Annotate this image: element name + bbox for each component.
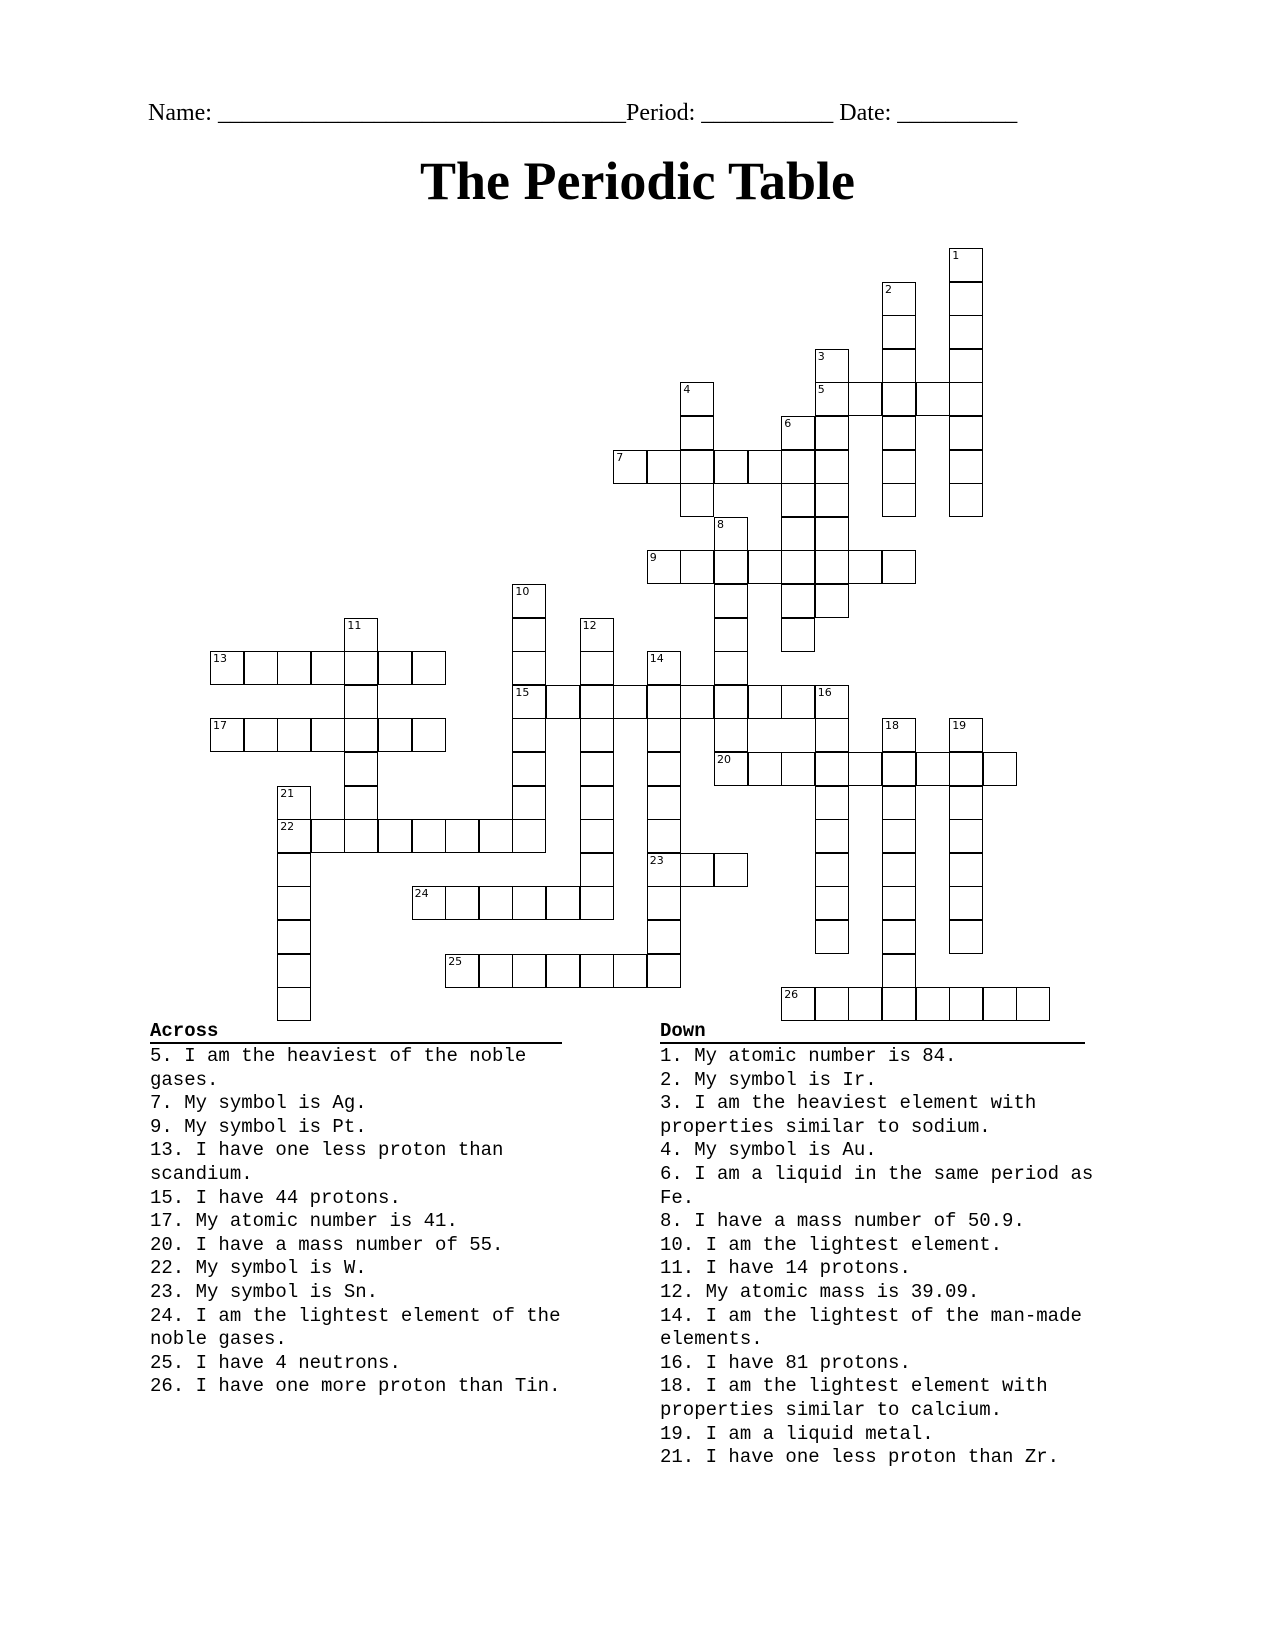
crossword-cell[interactable] bbox=[882, 416, 916, 450]
crossword-cell[interactable] bbox=[983, 752, 1017, 786]
crossword-cell[interactable] bbox=[512, 584, 546, 618]
crossword-cell[interactable] bbox=[983, 987, 1017, 1021]
crossword-cell[interactable] bbox=[714, 752, 748, 786]
crossword-cell[interactable] bbox=[445, 886, 479, 920]
crossword-cell[interactable] bbox=[748, 685, 782, 719]
across-clues bbox=[150, 1020, 570, 1399]
crossword-cell[interactable] bbox=[882, 550, 916, 584]
crossword-cell[interactable] bbox=[815, 685, 849, 719]
crossword-cell[interactable] bbox=[815, 819, 849, 853]
crossword-cell[interactable] bbox=[949, 483, 983, 517]
crossword-cell[interactable] bbox=[815, 349, 849, 383]
down-clue: 10. I am the lightest element. bbox=[660, 1233, 1003, 1256]
crossword-cell[interactable] bbox=[512, 886, 546, 920]
clue-number: 14 bbox=[649, 652, 664, 666]
crossword-cell[interactable] bbox=[882, 987, 916, 1021]
down-clue: 18. I am the lightest element with properties similar to calcium. bbox=[660, 1375, 1048, 1421]
crossword-cell[interactable] bbox=[949, 248, 983, 282]
clue-number: 21 bbox=[280, 786, 295, 800]
clue-number: 17 bbox=[213, 719, 227, 733]
crossword-cell[interactable] bbox=[848, 550, 882, 584]
clue-number: 9 bbox=[649, 551, 657, 565]
down-clue: 6. I am a liquid in the same period as Fe. bbox=[660, 1162, 1094, 1209]
crossword-cell[interactable] bbox=[680, 382, 714, 416]
crossword-cell[interactable] bbox=[882, 853, 916, 887]
crossword-cell[interactable] bbox=[647, 651, 681, 685]
crossword-cell[interactable] bbox=[882, 282, 916, 316]
crossword-cell[interactable] bbox=[647, 920, 681, 954]
clue-number: 24 bbox=[414, 887, 429, 901]
crossword-cell[interactable] bbox=[815, 416, 849, 450]
down-clue: 1. My atomic number is 84. bbox=[660, 1045, 957, 1067]
crossword-cell[interactable] bbox=[311, 819, 345, 853]
crossword-cell[interactable] bbox=[647, 685, 681, 719]
crossword-cell[interactable] bbox=[580, 685, 614, 719]
clue-number: 10 bbox=[515, 585, 530, 598]
across-clue: 20. I have a mass number of 55. bbox=[150, 1233, 504, 1256]
crossword-cell[interactable] bbox=[714, 450, 748, 484]
crossword-cell[interactable] bbox=[277, 651, 311, 685]
across-clue: 15. I have 44 protons. bbox=[150, 1186, 401, 1209]
crossword-cell[interactable] bbox=[949, 886, 983, 920]
crossword-cell[interactable] bbox=[244, 651, 278, 685]
crossword-cell[interactable] bbox=[647, 819, 681, 853]
crossword-cell[interactable] bbox=[781, 450, 815, 484]
crossword-cell[interactable] bbox=[680, 550, 714, 584]
crossword-cell[interactable] bbox=[613, 450, 647, 484]
crossword-cell[interactable] bbox=[882, 819, 916, 853]
across-clue: 13. I have one less proton than scandium. bbox=[150, 1139, 504, 1185]
clue-number: 1 bbox=[952, 249, 960, 262]
across-clue: 7. My symbol is Ag. bbox=[150, 1092, 367, 1115]
clue-number: 18 bbox=[885, 719, 899, 733]
crossword-cell[interactable] bbox=[277, 886, 311, 920]
down-clue: 4. My symbol is Au. bbox=[660, 1139, 877, 1162]
crossword-cell[interactable] bbox=[748, 450, 782, 484]
down-clue: 14. I am the lightest of the man-made elements. bbox=[660, 1304, 1082, 1351]
crossword-cell[interactable] bbox=[781, 685, 815, 719]
crossword-cell[interactable] bbox=[781, 752, 815, 786]
crossword-cell[interactable] bbox=[344, 685, 378, 719]
crossword-cell[interactable] bbox=[512, 718, 546, 752]
crossword-cell[interactable] bbox=[210, 651, 244, 685]
crossword-cell[interactable] bbox=[815, 382, 849, 416]
crossword-cell[interactable] bbox=[949, 416, 983, 450]
crossword-cell[interactable] bbox=[412, 651, 446, 685]
clue-number: 5 bbox=[817, 383, 825, 397]
crossword-cell[interactable] bbox=[613, 954, 647, 988]
crossword-cell[interactable] bbox=[781, 550, 815, 584]
crossword-cell[interactable] bbox=[916, 382, 950, 416]
crossword-cell[interactable] bbox=[781, 416, 815, 450]
crossword-cell[interactable] bbox=[277, 954, 311, 988]
crossword-cell[interactable] bbox=[445, 954, 479, 988]
down-clues bbox=[660, 1020, 1130, 1470]
crossword-cell[interactable] bbox=[748, 752, 782, 786]
crossword-cell[interactable] bbox=[815, 483, 849, 517]
crossword-cell[interactable] bbox=[277, 718, 311, 752]
crossword-cell[interactable] bbox=[546, 685, 580, 719]
clue-number: 12 bbox=[582, 618, 597, 632]
crossword-cell[interactable] bbox=[311, 718, 345, 752]
across-clue: 9. My symbol is Pt. bbox=[150, 1115, 367, 1138]
clue-number: 2 bbox=[885, 282, 892, 296]
crossword-cell[interactable] bbox=[815, 584, 849, 618]
crossword-cell[interactable] bbox=[344, 819, 378, 853]
crossword-cell[interactable] bbox=[949, 920, 983, 954]
down-clue: 8. I have a mass number of 50.9. bbox=[660, 1210, 1025, 1233]
crossword-cell[interactable] bbox=[949, 853, 983, 887]
crossword-cell[interactable] bbox=[714, 718, 748, 752]
across-clue: 17. My atomic number is 41. bbox=[150, 1210, 458, 1233]
crossword-cell[interactable] bbox=[680, 450, 714, 484]
crossword-cell[interactable] bbox=[949, 718, 983, 752]
crossword-cell[interactable] bbox=[512, 786, 546, 820]
clue-number: 25 bbox=[448, 954, 463, 968]
crossword-cell[interactable] bbox=[344, 752, 378, 786]
crossword-cell[interactable] bbox=[580, 718, 614, 752]
crossword-cell[interactable] bbox=[647, 786, 681, 820]
down-heading: Down bbox=[660, 1020, 1085, 1044]
clue-number: 3 bbox=[817, 349, 825, 363]
crossword-cell[interactable] bbox=[949, 349, 983, 383]
down-clue: 11. I have 14 protons. bbox=[660, 1257, 911, 1280]
down-clue: 12. My atomic mass is 39.09. bbox=[660, 1280, 980, 1303]
down-clue: 19. I am a liquid metal. bbox=[660, 1422, 934, 1445]
crossword-cell[interactable] bbox=[714, 651, 748, 685]
crossword-cell[interactable] bbox=[882, 483, 916, 517]
crossword-cell[interactable] bbox=[949, 315, 983, 349]
crossword-cell[interactable] bbox=[647, 886, 681, 920]
crossword-cell[interactable] bbox=[882, 382, 916, 416]
page-title: The Periodic Table bbox=[419, 151, 856, 211]
clue-number: 22 bbox=[280, 820, 295, 834]
clue-number: 13 bbox=[213, 652, 227, 666]
crossword-cell[interactable] bbox=[580, 853, 614, 887]
crossword-cell[interactable] bbox=[512, 651, 546, 685]
crossword-cell[interactable] bbox=[949, 382, 983, 416]
crossword-cell[interactable] bbox=[479, 886, 513, 920]
crossword-cell[interactable] bbox=[714, 618, 748, 652]
crossword-cell[interactable] bbox=[378, 718, 412, 752]
crossword-cell[interactable] bbox=[781, 584, 815, 618]
crossword-cell[interactable] bbox=[512, 819, 546, 853]
crossword-cell[interactable] bbox=[277, 920, 311, 954]
down-clue: 3. I am the heaviest element with properties similar to sodium. bbox=[660, 1092, 1037, 1138]
crossword-cell[interactable] bbox=[546, 954, 580, 988]
clue-number: 15 bbox=[515, 685, 530, 699]
crossword-cell[interactable] bbox=[815, 853, 849, 887]
crossword-cell[interactable] bbox=[277, 853, 311, 887]
clue-number: 23 bbox=[649, 853, 664, 867]
across-clue: 5. I am the heaviest of the noble gases. bbox=[150, 1045, 527, 1091]
crossword-cell[interactable] bbox=[512, 618, 546, 652]
crossword-cell[interactable] bbox=[815, 450, 849, 484]
across-clue: 25. I have 4 neutrons. bbox=[150, 1351, 401, 1374]
crossword-cell[interactable] bbox=[680, 685, 714, 719]
crossword-cell[interactable] bbox=[479, 819, 513, 853]
crossword-cell[interactable] bbox=[848, 987, 882, 1021]
crossword-cell[interactable] bbox=[277, 819, 311, 853]
crossword-cell[interactable] bbox=[882, 718, 916, 752]
crossword-cell[interactable] bbox=[344, 618, 378, 652]
crossword-cell[interactable] bbox=[412, 819, 446, 853]
clue-number: 19 bbox=[952, 719, 967, 733]
crossword-cell[interactable] bbox=[580, 651, 614, 685]
across-clue: 22. My symbol is W. bbox=[150, 1257, 367, 1280]
crossword-cell[interactable] bbox=[311, 651, 345, 685]
across-clue: 23. My symbol is Sn. bbox=[150, 1280, 379, 1303]
crossword-cell[interactable] bbox=[848, 382, 882, 416]
crossword-cell[interactable] bbox=[647, 450, 681, 484]
crossword-cell[interactable] bbox=[714, 853, 748, 887]
crossword-cell[interactable] bbox=[882, 954, 916, 988]
crossword-cell[interactable] bbox=[512, 954, 546, 988]
crossword-cell[interactable] bbox=[815, 752, 849, 786]
crossword-cell[interactable] bbox=[412, 718, 446, 752]
crossword-cell[interactable] bbox=[949, 819, 983, 853]
clue-number: 11 bbox=[347, 618, 362, 632]
crossword-cell[interactable] bbox=[580, 954, 614, 988]
clue-number: 20 bbox=[717, 753, 731, 766]
crossword-cell[interactable] bbox=[781, 987, 815, 1021]
crossword-cell[interactable] bbox=[580, 752, 614, 786]
crossword-cell[interactable] bbox=[882, 450, 916, 484]
crossword-cell[interactable] bbox=[479, 954, 513, 988]
crossword-cell[interactable] bbox=[949, 752, 983, 786]
crossword-cell[interactable] bbox=[916, 752, 950, 786]
crossword-cell[interactable] bbox=[815, 786, 849, 820]
crossword-cell[interactable] bbox=[378, 651, 412, 685]
crossword-cell[interactable] bbox=[647, 752, 681, 786]
across-clue: 26. I have one more proton than Tin. bbox=[150, 1375, 561, 1398]
crossword-cell[interactable] bbox=[949, 786, 983, 820]
crossword-cell[interactable] bbox=[344, 651, 378, 685]
crossword-cell[interactable] bbox=[277, 786, 311, 820]
crossword-cell[interactable] bbox=[714, 550, 748, 584]
crossword-cell[interactable] bbox=[512, 685, 546, 719]
crossword-cell[interactable] bbox=[344, 718, 378, 752]
crossword-cell[interactable] bbox=[882, 752, 916, 786]
clue-number: 4 bbox=[683, 383, 691, 397]
crossword-cell[interactable] bbox=[613, 685, 647, 719]
crossword-cell[interactable] bbox=[1016, 987, 1050, 1021]
crossword-cell[interactable] bbox=[647, 954, 681, 988]
crossword-cell[interactable] bbox=[815, 550, 849, 584]
crossword-cell[interactable] bbox=[714, 685, 748, 719]
crossword-cell[interactable] bbox=[344, 786, 378, 820]
crossword-cell[interactable] bbox=[815, 886, 849, 920]
crossword-cell[interactable] bbox=[546, 886, 580, 920]
across-clue: 24. I am the lightest element of the noble gases. bbox=[150, 1304, 561, 1351]
clue-number: 8 bbox=[717, 517, 724, 531]
crossword-cell[interactable] bbox=[680, 483, 714, 517]
crossword-cell[interactable] bbox=[647, 718, 681, 752]
crossword-cell[interactable] bbox=[580, 786, 614, 820]
crossword-cell[interactable] bbox=[916, 987, 950, 1021]
crossword-cell[interactable] bbox=[848, 752, 882, 786]
crossword-cell[interactable] bbox=[580, 618, 614, 652]
crossword-cell[interactable] bbox=[781, 517, 815, 551]
crossword-cell[interactable] bbox=[882, 349, 916, 383]
crossword-cell[interactable] bbox=[882, 920, 916, 954]
crossword-cell[interactable] bbox=[512, 752, 546, 786]
down-clue: 2. My symbol is Ir. bbox=[660, 1068, 877, 1091]
crossword-cell[interactable] bbox=[680, 416, 714, 450]
crossword-cell[interactable] bbox=[647, 853, 681, 887]
crossword-cell[interactable] bbox=[680, 853, 714, 887]
crossword-cell[interactable] bbox=[815, 517, 849, 551]
down-clue: 16. I have 81 protons. bbox=[660, 1351, 911, 1374]
across-heading: Across bbox=[150, 1020, 562, 1044]
crossword-cell[interactable] bbox=[781, 618, 815, 652]
crossword-cell[interactable] bbox=[882, 786, 916, 820]
crossword-cell[interactable] bbox=[714, 584, 748, 618]
crossword-cell[interactable] bbox=[210, 718, 244, 752]
crossword-cell[interactable] bbox=[244, 718, 278, 752]
crossword-cell[interactable] bbox=[949, 282, 983, 316]
crossword-cell[interactable] bbox=[580, 886, 614, 920]
crossword-cell[interactable] bbox=[949, 987, 983, 1021]
crossword-cell[interactable] bbox=[949, 450, 983, 484]
clue-number: 16 bbox=[817, 685, 832, 699]
crossword-cell[interactable] bbox=[748, 550, 782, 584]
crossword-cell[interactable] bbox=[781, 483, 815, 517]
crossword-cell[interactable] bbox=[882, 886, 916, 920]
clue-number: 7 bbox=[616, 450, 624, 464]
crossword-cell[interactable] bbox=[647, 550, 681, 584]
name-period-date-line[interactable]: Name: __________________________________Period: ___________ Date: __________ bbox=[148, 100, 1018, 126]
crossword-cell[interactable] bbox=[882, 315, 916, 349]
crossword-cell[interactable] bbox=[815, 987, 849, 1021]
crossword-cell[interactable] bbox=[412, 886, 446, 920]
crossword-cell[interactable] bbox=[580, 819, 614, 853]
clue-number: 6 bbox=[784, 417, 792, 430]
crossword-cell[interactable] bbox=[815, 718, 849, 752]
crossword-cell[interactable] bbox=[445, 819, 479, 853]
clue-number: 26 bbox=[784, 988, 799, 1002]
crossword-cell[interactable] bbox=[378, 819, 412, 853]
crossword-cell[interactable] bbox=[815, 920, 849, 954]
down-clue: 21. I have one less proton than Zr. bbox=[660, 1446, 1060, 1469]
crossword-cell[interactable] bbox=[277, 987, 311, 1021]
crossword-cell[interactable] bbox=[714, 517, 748, 551]
